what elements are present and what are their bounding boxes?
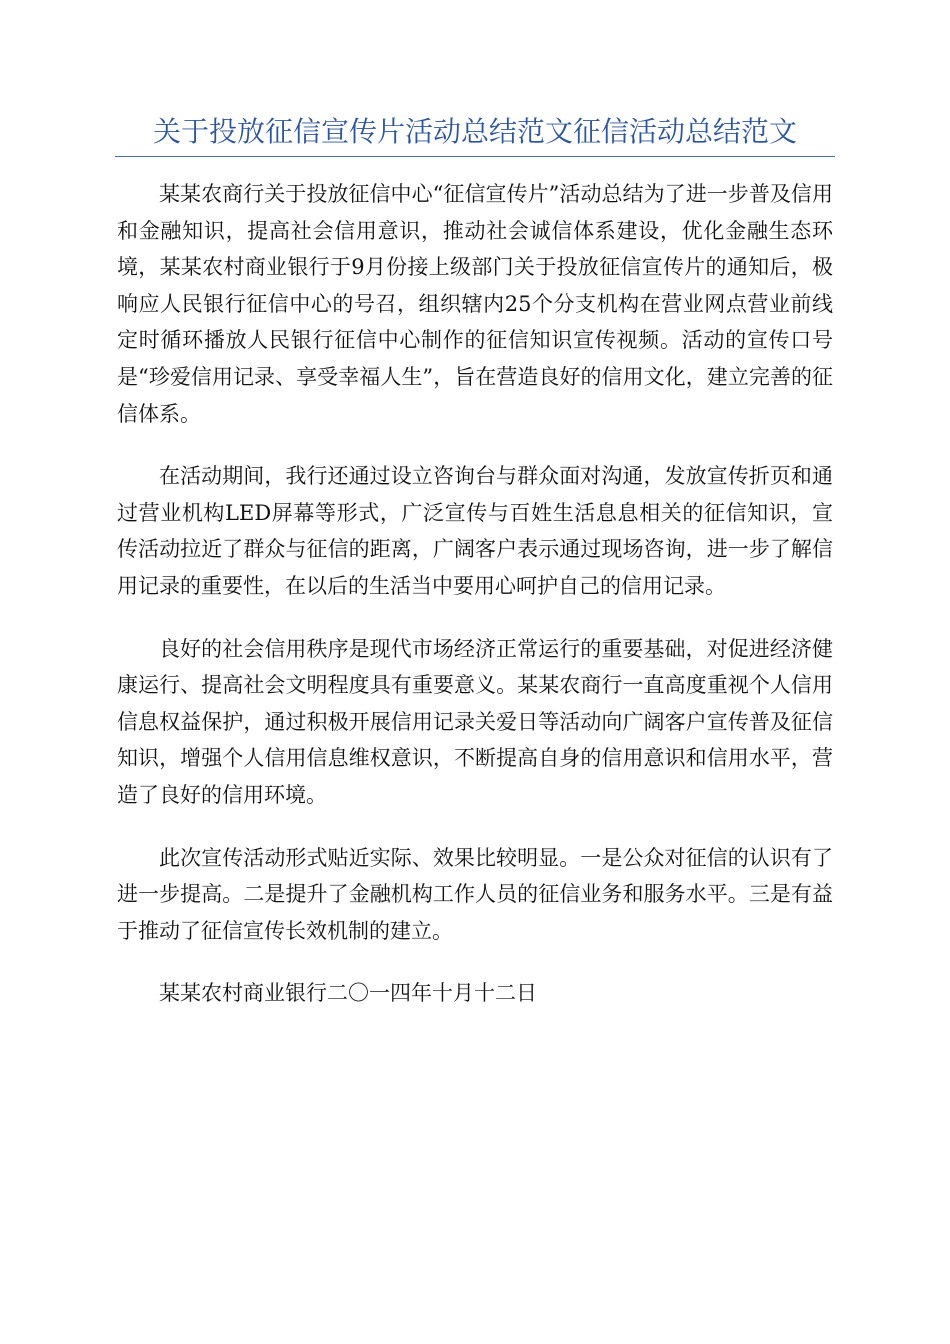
paragraph-2: 在活动期间，我行还通过设立咨询台与群众面对沟通，发放宣传折页和通过营业机构LED屏幕等形式，广泛宣传与百姓生活息息相关的征信知识，宣传活动拉近了群众与征信的距离，广阔客户表示通过现场咨询，进一步了解信用记录的重要性，在以后的生活当中要用心呵护自己的信用记录。 [117, 464, 833, 598]
paragraph-4: 此次宣传活动形式贴近实际、效果比较明显。一是公众对征信的认识有了进一步提高。二是提升了金融机构工作人员的征信业务和服务水平。三是有益于推动了征信宣传长效机制的建立。 [117, 845, 833, 943]
document-body [117, 176, 833, 1012]
paragraph-1: 某某农商行关于投放征信中心“征信宣传片”活动总结为了进一步普及信用和金融知识，提高社会信用意识，推动社会诚信体系建设，优化金融生态环境，某某农村商业银行于9月份接上级部门关于投放征信宣传片的通知后，极响应人民银行征信中心的号召，组织辖内25个分支机构在营业网点营业前线定时循环播放人民银行征信中心制作的征信知识宣传视频。活动的宣传口号是“珍爱信用记录、享受幸福人生”，旨在营造良好的信用文化，建立完善的征信体系。 [117, 182, 833, 426]
paragraph-3: 良好的社会信用秩序是现代市场经济正常运行的重要基础，对促进经济健康运行、提高社会文明程度具有重要意义。某某农商行一直高度重视个人信用信息权益保护，通过积极开展信用记录关爱日等活动向广阔客户宣传普及征信知识，增强个人信用信息维权意识，不断提高自身的信用意识和信用水平，营造了良好的信用环境。 [117, 636, 833, 807]
title-block [115, 112, 835, 157]
page-title: 关于投放征信宣传片活动总结范文征信活动总结范文 [152, 115, 797, 148]
signature-line: 某某农村商业银行二〇一四年十月十二日 [159, 981, 537, 1006]
